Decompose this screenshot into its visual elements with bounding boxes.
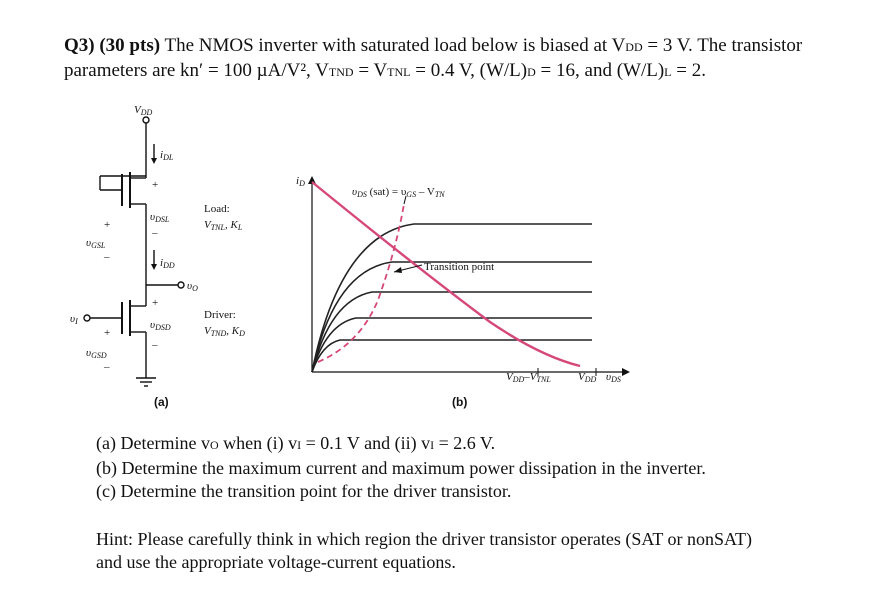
vdd-terminal — [143, 117, 149, 123]
hint-line-1: Hint: Please carefully think in which region the driver transistor operates (SAT or nonSAT) — [96, 529, 753, 549]
hint-line-2: and use the appropriate voltage-current equations. — [96, 552, 456, 572]
x-axis-label: υDS — [606, 371, 621, 384]
question-line-2: parameters are kn′ = 100 µA/V², VTND = VTNL = 0.4 V, (W/L)D = 16, and (W/L)L = 2. — [64, 60, 706, 81]
figure-svg — [60, 100, 660, 420]
load-params: VTNL, KL — [204, 219, 243, 232]
question-header — [64, 34, 864, 84]
vgsl-label: υGSL — [86, 237, 106, 250]
transition-label: Transition point — [424, 261, 495, 273]
vi-label: υI — [70, 313, 78, 326]
vdsl-minus: – — [152, 227, 158, 239]
vgsl-minus: – — [104, 251, 110, 263]
load-title: Load: — [204, 203, 230, 215]
x-axis-arrow-icon — [622, 368, 630, 376]
vdsl-plus: + — [152, 179, 159, 191]
caption-b: (b) — [452, 395, 468, 409]
curve-3 — [312, 292, 592, 372]
idd-arrow-icon — [151, 264, 157, 270]
curve-5 — [312, 224, 592, 372]
question-parts — [96, 432, 856, 503]
vi-terminal — [84, 315, 90, 321]
caption-a: (a) — [154, 395, 169, 409]
vgsd-minus: – — [104, 361, 110, 373]
iv-plot — [308, 176, 630, 376]
transition-arrow-icon — [394, 267, 402, 273]
question-label: Q3) (30 pts) — [64, 35, 161, 56]
sat-boundary-line — [318, 204, 404, 362]
vgsl-plus: + — [104, 219, 111, 231]
vdsd-plus: + — [152, 297, 159, 309]
question-line-1: Q3) (30 pts) The NMOS inverter with saturated load below is biased at VDD = 3 V. The transistor — [64, 35, 803, 56]
vdsl-label: υDSL — [150, 211, 170, 224]
sat-label: υDS (sat) = υGS – VTN — [352, 186, 445, 199]
vo-label: υO — [187, 280, 198, 293]
idd-label: iDD — [160, 257, 175, 270]
vdsd-minus: – — [152, 339, 158, 351]
vgsd-plus: + — [104, 327, 111, 339]
vdsd-label: υDSD — [150, 319, 171, 332]
idl-arrow-icon — [151, 158, 157, 164]
part-b: (b) Determine the maximum current and maximum power dissipation in the inverter. — [96, 458, 706, 478]
part-a: (a) Determine vO when (i) vI = 0.1 V and (ii) vI = 2.6 V. — [96, 433, 496, 453]
vgsd-label: υGSD — [86, 347, 107, 360]
vo-terminal — [178, 282, 184, 288]
driver-title: Driver: — [204, 309, 236, 321]
curve-2 — [312, 318, 592, 372]
x-tick-vdd-vtnl: VDD–VTNL — [506, 371, 551, 384]
idl-label: iDL — [160, 149, 174, 162]
figure — [60, 100, 660, 420]
y-axis-label: iD — [296, 175, 305, 188]
x-tick-vdd: VDD — [578, 371, 597, 384]
hint-block — [96, 528, 856, 574]
vdd-label: VDD — [134, 104, 153, 117]
part-c: (c) Determine the transition point for the driver transistor. — [96, 481, 512, 501]
driver-params: VTND, KD — [204, 325, 245, 338]
